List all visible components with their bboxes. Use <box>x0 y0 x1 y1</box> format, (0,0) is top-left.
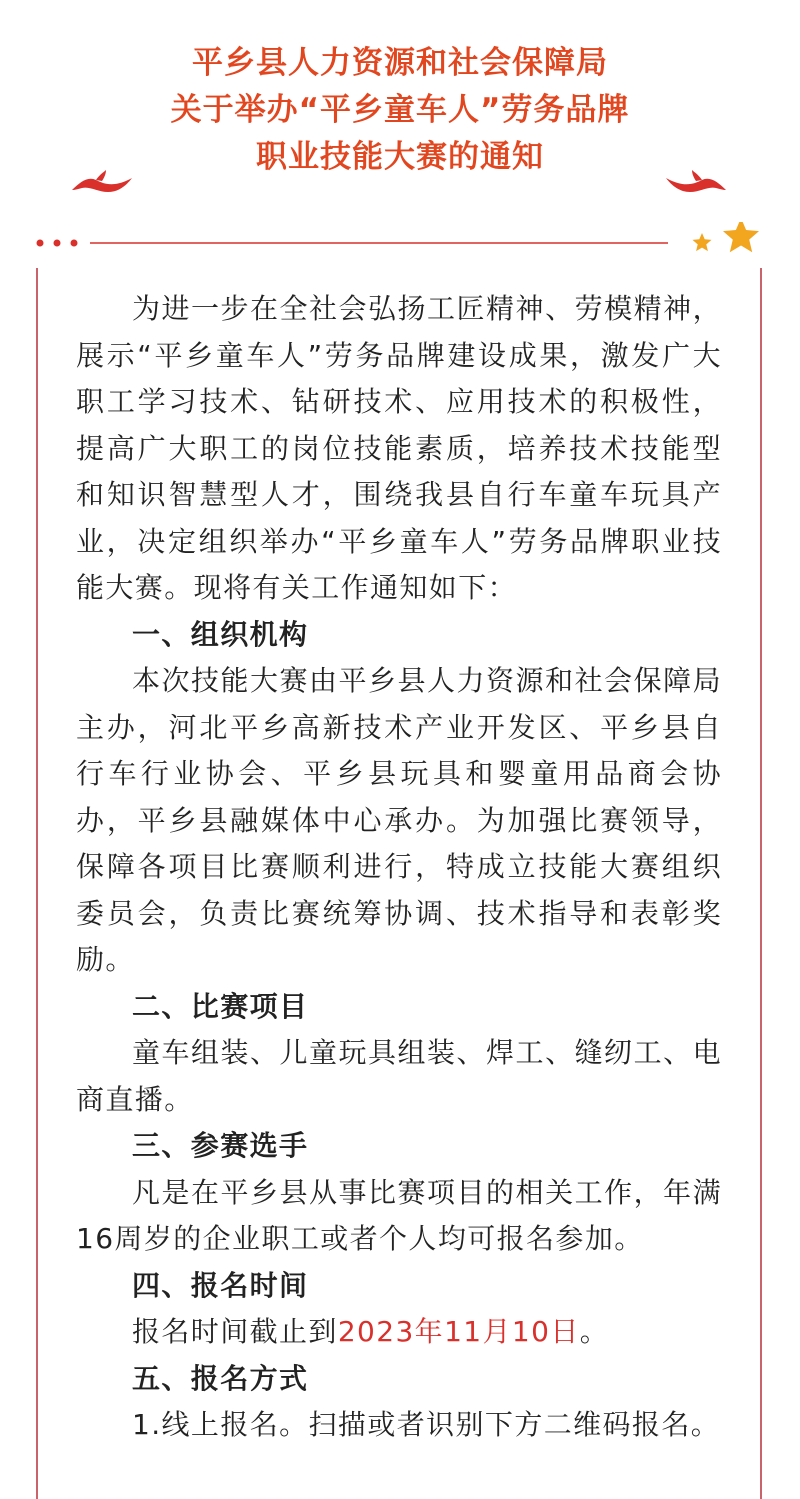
notice-title <box>0 40 800 181</box>
deadline-suffix: 。 <box>579 1315 610 1348</box>
section-paragraph: 凡是在平乡县从事比赛项目的相关工作，年满16周岁的企业职工或者个人均可报名参加。 <box>76 1175 722 1255</box>
dot-icon <box>71 240 78 247</box>
section-heading: 四、报名时间 <box>132 1268 309 1302</box>
large-star-icon <box>723 222 759 252</box>
decorative-divider <box>0 222 800 262</box>
section-heading: 五、报名方式 <box>132 1361 309 1395</box>
section-paragraph: 1.线上报名。扫描或者识别下方二维码报名。 <box>132 1408 721 1441</box>
deadline-date: 2023年11月10日 <box>337 1315 580 1348</box>
title-line-2: 关于举办“平乡童车人”劳务品牌 <box>170 92 630 128</box>
small-star-icon <box>693 233 712 251</box>
title-line-1: 平乡县人力资源和社会保障局 <box>192 45 608 81</box>
section-heading: 二、比赛项目 <box>132 989 309 1023</box>
section-paragraph: 本次技能大赛由平乡县人力资源和社会保障局主办，河北平乡高新技术产业开发区、平乡县自行车行业协会、平乡县玩具和婴童用品商会协办，平乡县融媒体中心承办。为加强比赛领导，保障各项目比赛顺利进行，特成立技能大赛组织委员会，负责比赛统筹协调、技术指导和表彰奖励。 <box>76 664 722 976</box>
intro-paragraph: 为进一步在全社会弘扬工匠精神、劳模精神，展示“平乡童车人”劳务品牌建设成果，激发广大职工学习技术、钻研技术、应用技术的积极性，提高广大职工的岗位技能素质，培养技术技能型和知识智慧型人才，围绕我县自行车童车玩具产业，决定组织举办“平乡童车人”劳务品牌职业技能大赛。现将有关工作通知如下： <box>76 292 722 604</box>
section-paragraph-deadline <box>76 1309 722 1356</box>
dot-icon <box>37 240 44 247</box>
notice-body <box>76 286 722 1449</box>
section-heading: 三、参赛选手 <box>132 1129 309 1162</box>
right-ribbon-icon <box>664 168 728 198</box>
section-heading: 一、组织机构 <box>132 617 309 651</box>
dot-icon <box>54 240 61 247</box>
left-ribbon-icon <box>70 168 134 198</box>
left-frame-line <box>36 268 38 1499</box>
title-line-3: 职业技能大赛的通知 <box>256 139 544 175</box>
deadline-prefix: 报名时间截止到 <box>132 1315 338 1348</box>
right-frame-line <box>760 268 762 1499</box>
section-paragraph: 童车组装、儿童玩具组装、焊工、缝纫工、电商直播。 <box>76 1036 722 1116</box>
